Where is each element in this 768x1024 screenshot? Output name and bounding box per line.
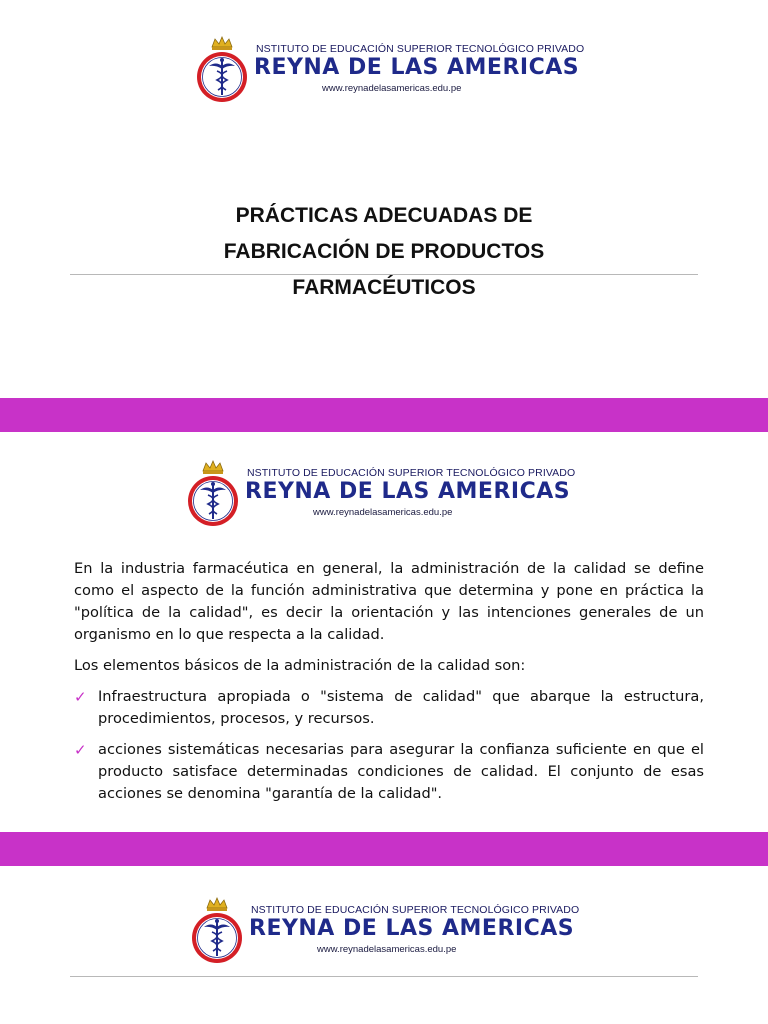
institute-logo — [191, 896, 580, 968]
institute-line: NSTITUTO DE EDUCACIÓN SUPERIOR TECNOLÓGICO PRIVADO — [256, 43, 585, 55]
caduceus-seal-icon — [191, 896, 243, 968]
slide-3 — [0, 866, 768, 1024]
slide-1 — [0, 0, 768, 398]
slide-body — [74, 558, 704, 805]
slide-title — [70, 198, 698, 306]
institute-line: NSTITUTO DE EDUCACIÓN SUPERIOR TECNOLÓGICO PRIVADO — [247, 467, 576, 479]
institute-logo — [187, 459, 576, 531]
title-line-3: FARMACÉUTICOS — [292, 276, 476, 299]
institute-logo — [196, 35, 586, 107]
brand-name: REYNA DE LAS AMERICAS — [249, 916, 575, 941]
list-item-text: acciones sistemáticas necesarias para asegurar la confianza suficiente en que el producto satisface determinadas condiciones de calidad. El conjunto de esas acciones se denomina "garantía de la calidad". — [98, 741, 704, 802]
brand-url: www.reynadelasamericas.edu.pe — [313, 507, 453, 518]
institute-line: NSTITUTO DE EDUCACIÓN SUPERIOR TECNOLÓGICO PRIVADO — [251, 904, 580, 916]
elements-lead-paragraph: Los elementos básicos de la administración de la calidad son: — [74, 657, 526, 674]
brand-url: www.reynadelasamericas.edu.pe — [317, 944, 457, 955]
list-item-text: Infraestructura apropiada o "sistema de calidad" que abarque la estructura, procedimientos, procesos, y recursos. — [98, 688, 704, 727]
slide-2 — [0, 432, 768, 832]
intro-paragraph: En la industria farmacéutica en general, la administración de la calidad se define como el aspecto de la función administrativa que determina y pone en práctica la "política de la calidad", es decir la orientación y las intenciones generales de un organismo en lo que respecta a la calidad. — [74, 560, 704, 643]
caduceus-seal-icon — [187, 459, 239, 531]
checkmark-icon: ✓ — [74, 688, 87, 706]
elements-list — [74, 686, 704, 805]
list-item — [74, 686, 704, 730]
list-item — [74, 739, 704, 805]
title-divider — [70, 274, 698, 275]
title-line-1: PRÁCTICAS ADECUADAS DE — [235, 204, 533, 227]
checkmark-icon: ✓ — [74, 741, 87, 759]
brand-name: REYNA DE LAS AMERICAS — [245, 479, 571, 504]
brand-url: www.reynadelasamericas.edu.pe — [322, 83, 462, 94]
header-divider — [70, 976, 698, 977]
slide-separator-band — [0, 398, 768, 432]
brand-name: REYNA DE LAS AMERICAS — [254, 55, 580, 80]
caduceus-seal-icon — [196, 35, 248, 107]
slide-separator-band — [0, 832, 768, 866]
title-line-2: FABRICACIÓN DE PRODUCTOS — [223, 240, 545, 263]
